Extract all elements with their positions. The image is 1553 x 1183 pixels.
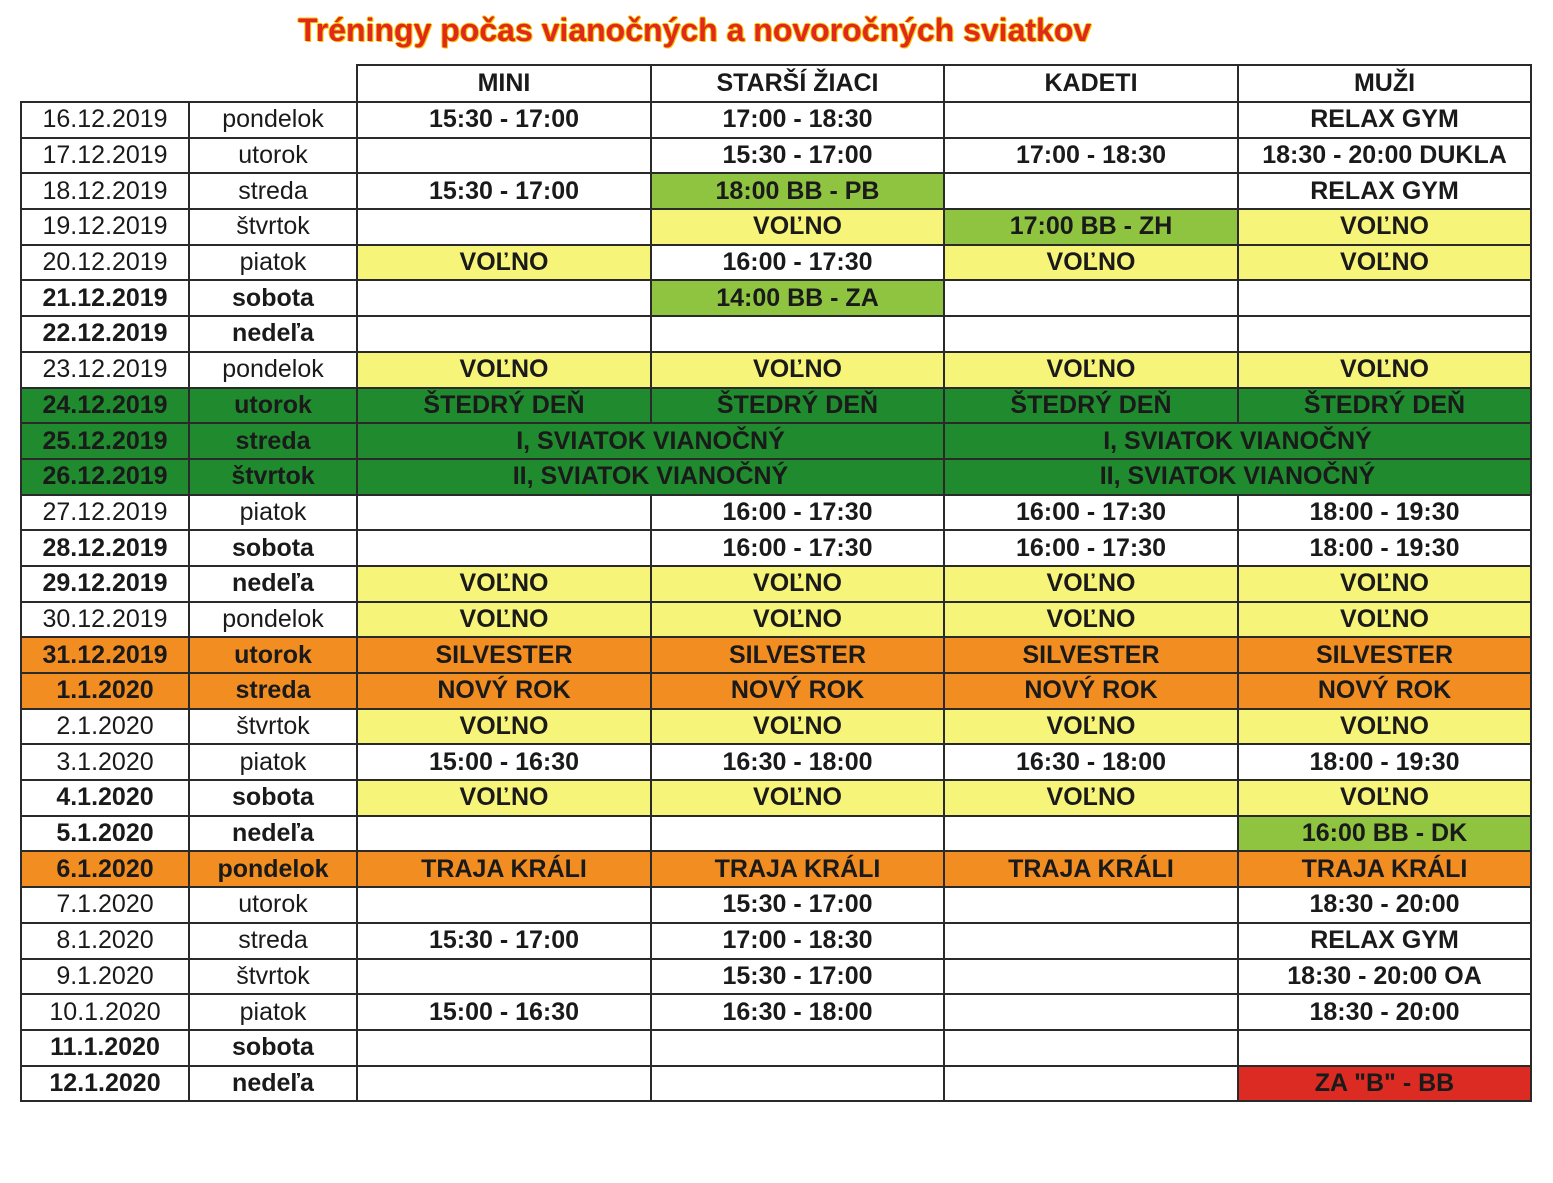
schedule-cell: TRAJA KRÁLI bbox=[357, 851, 651, 887]
table-row bbox=[21, 566, 1531, 602]
table-row bbox=[21, 138, 1531, 174]
schedule-cell bbox=[944, 959, 1238, 995]
day-cell: utorok bbox=[189, 138, 357, 174]
schedule-cell: 18:00 BB - PB bbox=[651, 173, 944, 209]
day-cell: utorok bbox=[189, 637, 357, 673]
table-row bbox=[21, 959, 1531, 995]
date-cell: 5.1.2020 bbox=[21, 816, 189, 852]
schedule-cell: VOĽNO bbox=[357, 352, 651, 388]
schedule-cell: NOVÝ ROK bbox=[944, 673, 1238, 709]
date-cell: 27.12.2019 bbox=[21, 495, 189, 531]
date-cell: 11.1.2020 bbox=[21, 1030, 189, 1066]
day-cell: piatok bbox=[189, 744, 357, 780]
schedule-cell: VOĽNO bbox=[944, 602, 1238, 638]
schedule-cell: 15:00 - 16:30 bbox=[357, 744, 651, 780]
date-cell: 30.12.2019 bbox=[21, 602, 189, 638]
header-blank-cell bbox=[21, 65, 189, 102]
schedule-cell: VOĽNO bbox=[651, 566, 944, 602]
schedule-cell: VOĽNO bbox=[357, 709, 651, 745]
schedule-cell: ŠTEDRÝ DEŇ bbox=[651, 388, 944, 424]
schedule-cell: 18:30 - 20:00 bbox=[1238, 994, 1531, 1030]
schedule-cell: 16:00 - 17:30 bbox=[651, 495, 944, 531]
schedule-cell bbox=[651, 1066, 944, 1102]
schedule-cell: 18:00 - 19:30 bbox=[1238, 744, 1531, 780]
schedule-cell: 14:00 BB - ZA bbox=[651, 280, 944, 316]
date-cell: 2.1.2020 bbox=[21, 709, 189, 745]
schedule-cell: NOVÝ ROK bbox=[1238, 673, 1531, 709]
table-row bbox=[21, 423, 1531, 459]
schedule-cell bbox=[944, 102, 1238, 138]
schedule-cell: II, SVIATOK VIANOČNÝ bbox=[357, 459, 944, 495]
schedule-cell: 16:00 - 17:30 bbox=[651, 530, 944, 566]
schedule-cell bbox=[357, 495, 651, 531]
date-cell: 4.1.2020 bbox=[21, 780, 189, 816]
table-row bbox=[21, 637, 1531, 673]
date-cell: 23.12.2019 bbox=[21, 352, 189, 388]
column-header-starsi-ziaci: STARŠÍ ŽIACI bbox=[651, 65, 944, 102]
schedule-cell: 18:30 - 20:00 DUKLA bbox=[1238, 138, 1531, 174]
schedule-cell bbox=[1238, 1030, 1531, 1066]
schedule-cell: 17:00 - 18:30 bbox=[651, 102, 944, 138]
date-cell: 31.12.2019 bbox=[21, 637, 189, 673]
schedule-cell bbox=[357, 316, 651, 352]
schedule-cell: VOĽNO bbox=[1238, 780, 1531, 816]
date-cell: 8.1.2020 bbox=[21, 923, 189, 959]
day-cell: streda bbox=[189, 423, 357, 459]
date-cell: 7.1.2020 bbox=[21, 887, 189, 923]
schedule-cell bbox=[1238, 280, 1531, 316]
day-cell: nedeľa bbox=[189, 1066, 357, 1102]
table-row bbox=[21, 352, 1531, 388]
date-cell: 1.1.2020 bbox=[21, 673, 189, 709]
schedule-cell: 15:30 - 17:00 bbox=[651, 887, 944, 923]
schedule-cell: VOĽNO bbox=[357, 245, 651, 281]
table-row bbox=[21, 245, 1531, 281]
schedule-cell: 16:30 - 18:00 bbox=[944, 744, 1238, 780]
date-cell: 28.12.2019 bbox=[21, 530, 189, 566]
table-row bbox=[21, 102, 1531, 138]
schedule-cell bbox=[357, 138, 651, 174]
schedule-cell: VOĽNO bbox=[651, 602, 944, 638]
schedule-cell: VOĽNO bbox=[944, 709, 1238, 745]
column-header-mini: MINI bbox=[357, 65, 651, 102]
schedule-cell bbox=[944, 816, 1238, 852]
schedule-cell: VOĽNO bbox=[651, 780, 944, 816]
schedule-cell: 15:30 - 17:00 bbox=[357, 173, 651, 209]
date-cell: 17.12.2019 bbox=[21, 138, 189, 174]
schedule-cell: VOĽNO bbox=[944, 245, 1238, 281]
day-cell: pondelok bbox=[189, 851, 357, 887]
date-cell: 19.12.2019 bbox=[21, 209, 189, 245]
table-row bbox=[21, 173, 1531, 209]
schedule-cell: ZA "B" - BB bbox=[1238, 1066, 1531, 1102]
day-cell: štvrtok bbox=[189, 709, 357, 745]
table-row bbox=[21, 280, 1531, 316]
date-cell: 10.1.2020 bbox=[21, 994, 189, 1030]
schedule-cell bbox=[944, 887, 1238, 923]
schedule-cell: VOĽNO bbox=[1238, 245, 1531, 281]
schedule-cell: VOĽNO bbox=[357, 566, 651, 602]
day-cell: sobota bbox=[189, 530, 357, 566]
table-row bbox=[21, 602, 1531, 638]
schedule-cell: II, SVIATOK VIANOČNÝ bbox=[944, 459, 1531, 495]
table-row bbox=[21, 530, 1531, 566]
table-row bbox=[21, 994, 1531, 1030]
schedule-cell: ŠTEDRÝ DEŇ bbox=[1238, 388, 1531, 424]
schedule-cell bbox=[357, 530, 651, 566]
date-cell: 9.1.2020 bbox=[21, 959, 189, 995]
column-header-muzi: MUŽI bbox=[1238, 65, 1531, 102]
schedule-cell: NOVÝ ROK bbox=[357, 673, 651, 709]
schedule-cell: 17:00 - 18:30 bbox=[944, 138, 1238, 174]
schedule-cell bbox=[944, 994, 1238, 1030]
schedule-cell bbox=[357, 959, 651, 995]
day-cell: utorok bbox=[189, 887, 357, 923]
column-header-kadeti: KADETI bbox=[944, 65, 1238, 102]
schedule-cell: VOĽNO bbox=[357, 780, 651, 816]
table-row bbox=[21, 816, 1531, 852]
schedule-cell: VOĽNO bbox=[357, 602, 651, 638]
schedule-table bbox=[20, 64, 1532, 1102]
table-row bbox=[21, 495, 1531, 531]
day-cell: štvrtok bbox=[189, 959, 357, 995]
schedule-cell: VOĽNO bbox=[651, 709, 944, 745]
schedule-cell: 16:00 - 17:30 bbox=[944, 530, 1238, 566]
table-row bbox=[21, 780, 1531, 816]
schedule-cell: 18:30 - 20:00 OA bbox=[1238, 959, 1531, 995]
schedule-cell: TRAJA KRÁLI bbox=[944, 851, 1238, 887]
schedule-cell: 16:30 - 18:00 bbox=[651, 994, 944, 1030]
schedule-cell bbox=[651, 1030, 944, 1066]
schedule-cell: TRAJA KRÁLI bbox=[1238, 851, 1531, 887]
table-row bbox=[21, 709, 1531, 745]
schedule-cell: NOVÝ ROK bbox=[651, 673, 944, 709]
schedule-cell: 15:30 - 17:00 bbox=[651, 138, 944, 174]
date-cell: 16.12.2019 bbox=[21, 102, 189, 138]
day-cell: pondelok bbox=[189, 602, 357, 638]
date-cell: 6.1.2020 bbox=[21, 851, 189, 887]
schedule-cell: VOĽNO bbox=[1238, 709, 1531, 745]
day-cell: nedeľa bbox=[189, 566, 357, 602]
header-blank-cell bbox=[189, 65, 357, 102]
table-row bbox=[21, 744, 1531, 780]
date-cell: 18.12.2019 bbox=[21, 173, 189, 209]
schedule-cell bbox=[357, 1030, 651, 1066]
schedule-cell: VOĽNO bbox=[944, 352, 1238, 388]
day-cell: piatok bbox=[189, 245, 357, 281]
schedule-cell: 16:00 BB - DK bbox=[1238, 816, 1531, 852]
date-cell: 22.12.2019 bbox=[21, 316, 189, 352]
schedule-cell: 15:30 - 17:00 bbox=[357, 102, 651, 138]
day-cell: štvrtok bbox=[189, 209, 357, 245]
schedule-cell bbox=[944, 1066, 1238, 1102]
schedule-cell bbox=[651, 816, 944, 852]
schedule-cell: 15:30 - 17:00 bbox=[651, 959, 944, 995]
schedule-cell: I, SVIATOK VIANOČNÝ bbox=[357, 423, 944, 459]
schedule-cell: 18:00 - 19:30 bbox=[1238, 530, 1531, 566]
date-cell: 25.12.2019 bbox=[21, 423, 189, 459]
schedule-cell: TRAJA KRÁLI bbox=[651, 851, 944, 887]
schedule-cell bbox=[357, 209, 651, 245]
schedule-cell: VOĽNO bbox=[1238, 602, 1531, 638]
schedule-cell: 16:30 - 18:00 bbox=[651, 744, 944, 780]
table-row bbox=[21, 1030, 1531, 1066]
date-cell: 24.12.2019 bbox=[21, 388, 189, 424]
schedule-cell bbox=[357, 280, 651, 316]
table-row bbox=[21, 388, 1531, 424]
schedule-cell: RELAX GYM bbox=[1238, 923, 1531, 959]
schedule-cell: VOĽNO bbox=[944, 566, 1238, 602]
schedule-cell: 15:30 - 17:00 bbox=[357, 923, 651, 959]
schedule-cell: VOĽNO bbox=[944, 780, 1238, 816]
schedule-cell: 16:00 - 17:30 bbox=[944, 495, 1238, 531]
date-cell: 26.12.2019 bbox=[21, 459, 189, 495]
day-cell: sobota bbox=[189, 780, 357, 816]
schedule-cell bbox=[944, 316, 1238, 352]
header-row bbox=[21, 65, 1531, 102]
day-cell: nedeľa bbox=[189, 316, 357, 352]
schedule-cell: SILVESTER bbox=[944, 637, 1238, 673]
schedule-cell: SILVESTER bbox=[357, 637, 651, 673]
schedule-cell bbox=[944, 173, 1238, 209]
date-cell: 3.1.2020 bbox=[21, 744, 189, 780]
schedule-cell bbox=[944, 1030, 1238, 1066]
schedule-cell bbox=[944, 923, 1238, 959]
page-title: Tréningy počas vianočných a novoročných sviatkov bbox=[298, 12, 1092, 48]
schedule-cell: 18:30 - 20:00 bbox=[1238, 887, 1531, 923]
day-cell: piatok bbox=[189, 495, 357, 531]
schedule-cell: VOĽNO bbox=[651, 209, 944, 245]
schedule-cell bbox=[944, 280, 1238, 316]
schedule-cell: 16:00 - 17:30 bbox=[651, 245, 944, 281]
table-row bbox=[21, 1066, 1531, 1102]
schedule-cell: 17:00 BB - ZH bbox=[944, 209, 1238, 245]
date-cell: 29.12.2019 bbox=[21, 566, 189, 602]
day-cell: štvrtok bbox=[189, 459, 357, 495]
schedule-cell: VOĽNO bbox=[1238, 352, 1531, 388]
schedule-cell: RELAX GYM bbox=[1238, 102, 1531, 138]
schedule-cell: 15:00 - 16:30 bbox=[357, 994, 651, 1030]
table-row bbox=[21, 851, 1531, 887]
schedule-cell bbox=[651, 316, 944, 352]
schedule-cell: VOĽNO bbox=[1238, 209, 1531, 245]
day-cell: streda bbox=[189, 923, 357, 959]
table-row bbox=[21, 923, 1531, 959]
date-cell: 12.1.2020 bbox=[21, 1066, 189, 1102]
schedule-cell: ŠTEDRÝ DEŇ bbox=[944, 388, 1238, 424]
schedule-cell bbox=[357, 1066, 651, 1102]
schedule-cell: SILVESTER bbox=[1238, 637, 1531, 673]
schedule-cell: RELAX GYM bbox=[1238, 173, 1531, 209]
day-cell: pondelok bbox=[189, 102, 357, 138]
day-cell: streda bbox=[189, 173, 357, 209]
schedule-cell bbox=[357, 887, 651, 923]
day-cell: utorok bbox=[189, 388, 357, 424]
schedule-cell: 18:00 - 19:30 bbox=[1238, 495, 1531, 531]
date-cell: 21.12.2019 bbox=[21, 280, 189, 316]
date-cell: 20.12.2019 bbox=[21, 245, 189, 281]
table-row bbox=[21, 673, 1531, 709]
schedule-cell bbox=[1238, 316, 1531, 352]
day-cell: nedeľa bbox=[189, 816, 357, 852]
schedule-cell: ŠTEDRÝ DEŇ bbox=[357, 388, 651, 424]
day-cell: sobota bbox=[189, 280, 357, 316]
day-cell: sobota bbox=[189, 1030, 357, 1066]
schedule-cell: VOĽNO bbox=[1238, 566, 1531, 602]
schedule-cell bbox=[357, 816, 651, 852]
schedule-cell: SILVESTER bbox=[651, 637, 944, 673]
table-row bbox=[21, 316, 1531, 352]
day-cell: piatok bbox=[189, 994, 357, 1030]
table-row bbox=[21, 887, 1531, 923]
schedule-cell: VOĽNO bbox=[651, 352, 944, 388]
day-cell: pondelok bbox=[189, 352, 357, 388]
table-row bbox=[21, 459, 1531, 495]
schedule-cell: I, SVIATOK VIANOČNÝ bbox=[944, 423, 1531, 459]
table-row bbox=[21, 209, 1531, 245]
day-cell: streda bbox=[189, 673, 357, 709]
schedule-cell: 17:00 - 18:30 bbox=[651, 923, 944, 959]
